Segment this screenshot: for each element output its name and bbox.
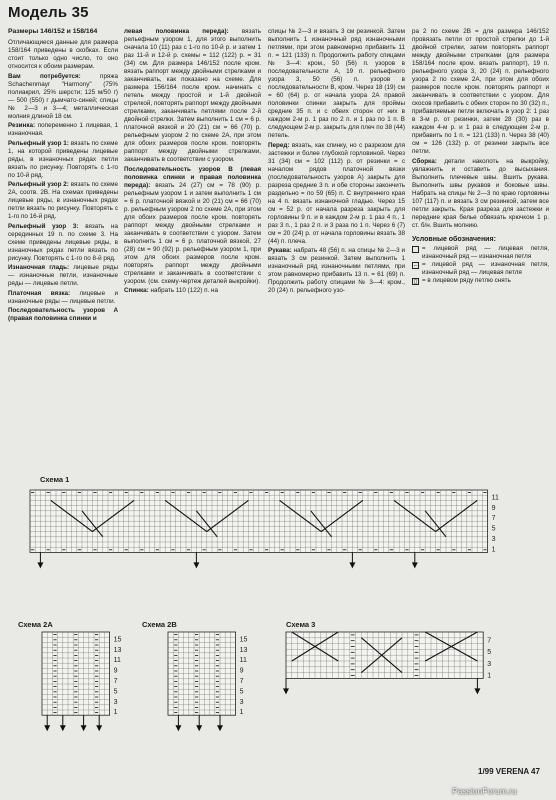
legend-text: = в лицевом ряду петлю снять	[422, 277, 511, 284]
paragraph	[412, 158, 549, 230]
paragraph	[8, 140, 118, 180]
repeat-arrow-head	[283, 688, 289, 694]
repeat-arrow-head	[217, 725, 223, 731]
paragraph-text: пряжа Schachenmayr "Harmony" (75% полиакрил, 25% шерсти; 125 м/50 г) — 500 (550) г дымчато-синей; спицы № 2—3 и 3—4; металлическая молния длиной 18 см.	[8, 72, 118, 120]
paragraph	[268, 247, 405, 295]
paragraph-label: Перед:	[268, 141, 290, 149]
paragraph	[124, 28, 261, 164]
row-number-label: 7	[491, 515, 496, 523]
row-number-label: 13	[239, 646, 248, 654]
repeat-arrow-head	[412, 562, 418, 568]
repeat-arrow-head	[349, 562, 355, 568]
row-number-label: 11	[239, 657, 247, 665]
paragraph-text: вязать, как спинку, но с разрезом для застежки и более глубокой горловиной. Через 31 (34) см = 102 (112) р. от резинки = с началом рядов платочной вязки (последовательность узоров А) закрыть для разреза средние 3 п. и обе стороны закончить раздельно = по 59 (65) п. С внутреннего края на 4 п. вязать изнаночной гладью. Через 15 см = 52 р. от начала разреза закрыть для горловины 9 п. и в каждом 2-м р. 1 раз 4 п., 1 раз 3 п., 1 раз 2 п. и 3 раза по 1 п. Через 6 (7) см = 20 (24) р. от начала горловины вязать 38 (44) п. плеча.	[268, 141, 405, 245]
repeat-arrow-head	[196, 725, 202, 731]
dash-square-icon: –	[413, 263, 418, 269]
slip-stitch-square-icon: ▯	[413, 279, 418, 285]
paragraph-text: вязать 24 (27) см = 78 (90) р. рельефным узором 1 и затем выполнить 1 см = 6 р. платочной вязкой и 20 (21) см = 66 (70) р. рельефным узором 2 по схеме 2А, при этом для обоих размеров после кром. повторять раппорт между двойными стрелками и заканчивать в соответствии с узором. Затем выполнить 1 см = 6 р. платочной вязкой, 27 (28) см = 90 (92) р. рельефным узором 1, при этом для обоих размеров после кром. повторять раппорт между двойными стрелками и заканчивать в соответствии с узором. (см. схему-чертеж деталей выкройки).	[124, 181, 261, 285]
paragraph-text: детали наколоть на выкройку, увлажнить и оставить до высыхания. Выполнить плечевые швы. Вшить рукава. Выполнить швы рукавов и боковые швы. Набрать на спицы № 2—3 по краю горловины 107 (117) п. и вязать 3 см резинкой, затем все петли закрыть. Края разреза для застежки и передние края белье обвязать крючком 1 р. ст. б/н. Вшить молнию.	[412, 157, 549, 229]
row-number-label: 5	[491, 525, 496, 533]
repeat-arrow-head	[96, 725, 102, 731]
repeat-arrow-head	[175, 725, 181, 731]
paragraph-text: вязать по схеме 2А, соотв. 2В. На схемах приведены лицевые ряды, в изнаночных рядах петли вязать по рисунку. Повторять с 1-го по 16-й ряд.	[8, 181, 118, 220]
row-number-label: 1	[487, 672, 492, 680]
repeat-arrow-head	[60, 725, 66, 731]
legend-text: = лицевой ряд — лицевая петля, изнаночный ряд — изнаночная петля	[422, 245, 549, 260]
row-number-label: 11	[491, 494, 499, 502]
paragraph-label: Платочная вязка:	[8, 289, 71, 297]
paragraph: спицы № 2—3 и вязать 3 см резинкой. Затем выполнить 1 изнаночный ряд изнаночными петлями, при этом равномерно прибавить 11 п. = 121 (133) п. Продолжить работу спицами № 3—4: кром., 50 (56) п. узоров в последовательности А, 19 п. рельефного узора 3, 50 (56) п. узоров в последовательности В, кром. Через 18 (19) см = 60 (64) р. от начала узора 2А правой половинки спинки закрыть для проймы средние 35 п. и с обеих сторон от них в каждом 2-м р. 1 раз по 2 п. и 1 раз по 1 п. В следующем 2-м р. закрыть для плеч по 38 (44) петель.	[268, 28, 405, 139]
paragraph-label: Последовательность узоров В (левая половинка спинки и правая половинка переда):	[124, 165, 261, 189]
paragraph-label: Изнаночная гладь:	[8, 264, 70, 271]
paragraph: ра 2 по схеме 2В = для размера 146/152 провязать петли от простой стрелки до 1-й двойной стрелки, затем повторять раппорт между двойными стрелками (для размера 158/164 после кром. вязать раппорт), 19 п. рельефного узора 3, 20 (24) п. рельефного узора 2 по схеме 2А, при этом для обоих размеров после кром. повторять раппорт и заканчивать в соответствии с узором. Для скосов прибавить с обеих сторон по 30 (32) п., прибавляемые петли включать в узор 2: 1 раз в 3-м р. от резинки, затем 28 (30) раз в каждом 4-м р. и 1 раз в следующем 2-м р. прибавить по 1 п. = 121 (133) п. Через 38 (40) см = 126 (132) р. от резинки закрыть все петли.	[412, 28, 549, 155]
row-number-label: 15	[113, 636, 122, 644]
legend-text: = лицевой ряд — изнаночная петля, изнаночный ряд — лицевая петля	[422, 261, 549, 276]
chart-grid	[168, 632, 247, 731]
row-number-label: 11	[113, 657, 121, 665]
row-number-label: 1	[491, 546, 496, 554]
paragraph-label: левая половинка переда):	[124, 28, 229, 35]
paragraph-text: вязать по схеме 1, на которой приведены лицевые ряды, в изнаночных рядах петли вязать по рисунку. Повторять с 1-го по 10-й ряд.	[8, 139, 118, 179]
paragraph-label: Спинка:	[124, 287, 149, 294]
sizes-heading: Размеры 146/152 и 158/164	[8, 28, 98, 35]
paragraph-label: Вам потребуется:	[8, 72, 81, 80]
scheme-1-chart	[30, 490, 500, 580]
paragraph	[8, 73, 118, 121]
paragraph-text: вязать рельефным узором 1, для этого выполнить сначала 10 (11) раз с 1-го по 10-й р. и затем 1 раз 11-й и 12-й р. схемы = 112 (122) р. = 31 (34) см. Для размера 146/152 после кром. вязать раппорт между двойными стрелками и заканчивать, как показано на схеме. Для размера 156/164 после кром. начинать с петель между простой и 1-й двойной стрелкой, повторять раппорт между двойными стрелками, заканчивать петлями после 2-й двойной стрелки. Затем выполнить 1 см = 6 р. платочной вязкой и 20 (21) см = 66 (70) р. рельефным узором 2 по схеме 2А, при этом для обоих размеров после кром. повторять раппорт между двойными стрелками, заканчивать в соответствии с узором.	[124, 28, 261, 163]
page-footer: 1/99 VERENA 47	[478, 767, 540, 776]
paragraph	[124, 287, 261, 295]
legend-item	[412, 277, 549, 285]
paragraph-label: Последовательность узоров А (правая половинка спинки и	[8, 307, 118, 322]
paragraph	[8, 290, 118, 306]
row-number-label: 9	[239, 667, 244, 675]
text-column-1	[8, 28, 118, 468]
legend-item	[412, 245, 549, 261]
legend-title: Условные обозначения:	[412, 235, 496, 243]
scheme-2a-chart	[42, 632, 132, 752]
paragraph	[124, 166, 261, 286]
paragraph	[8, 181, 118, 221]
paragraph-label: Резинка:	[8, 122, 36, 129]
paragraph	[268, 142, 405, 246]
row-number-label: 3	[239, 698, 244, 706]
paragraph	[8, 122, 118, 138]
legend-item	[412, 261, 549, 277]
row-number-label: 7	[239, 678, 244, 685]
row-number-label: 7	[487, 637, 492, 645]
paragraph	[8, 223, 118, 263]
scheme-1-label: Схема 1	[40, 475, 70, 484]
row-number-label: 3	[487, 660, 492, 668]
paragraph-label: Рельефный узор 3:	[8, 222, 79, 230]
paragraph: Отличающиеся данные для размера 158/164 приведены в скобках. Если стоит только одно число, то оно относится к обоим размерам.	[8, 39, 118, 70]
paragraph-text: вязать на серединных 19 п. по схеме 3. На схеме приведены лицевые ряды, в изнаночных рядах петли вязать по рисунку. Повторять с 1-го по 8-й ряд.	[8, 222, 118, 262]
row-number-label: 13	[113, 646, 122, 654]
paragraph-text: лицевые и изнаночные ряды — лицевые петли.	[8, 289, 118, 305]
page-title: Модель 35	[8, 4, 89, 21]
chart-grid	[42, 632, 121, 731]
repeat-arrow-head	[193, 562, 199, 568]
text-column-3	[268, 28, 405, 468]
watermark: PassionForum.ru	[452, 786, 517, 796]
paragraph-label: Сборка:	[412, 157, 437, 165]
paragraph-text: набрать 48 (56) п. на спицы № 2—3 и вязать 3 см резинкой. Затем выполнить 1 изнаночный ряд изнаночными петлями, при этом равномерно прибавить 13 п. = 61 (69) п. Продолжить работу спицами № 3—4: кром., 20 (24) п. рельефного узо-	[268, 247, 405, 294]
text-column-2	[124, 28, 261, 468]
scheme-2a-label: Схема 2А	[18, 620, 53, 629]
paragraph-label: Рукава:	[268, 247, 292, 254]
chart-grid	[30, 490, 499, 568]
repeat-arrow-head	[81, 725, 87, 731]
paragraph-text: лицевые ряды — изнаночные петли, изнаночные ряды — лицевые петли.	[8, 264, 118, 287]
repeat-arrow-head	[37, 562, 43, 568]
row-number-label: 9	[491, 504, 496, 512]
text-column-4	[412, 28, 549, 468]
paragraph-label: Рельефный узор 2:	[8, 181, 69, 188]
row-number-label: 15	[239, 636, 248, 644]
repeat-arrow-head	[474, 688, 480, 694]
row-number-label: 3	[113, 698, 118, 706]
scheme-3-chart	[286, 632, 536, 732]
row-number-label: 1	[239, 709, 244, 717]
chart-grid	[283, 632, 491, 694]
scheme-3-label: Схема 3	[286, 620, 316, 629]
scheme-2b-chart	[168, 632, 258, 752]
row-number-label: 5	[239, 688, 244, 696]
row-number-label: 7	[113, 678, 118, 685]
row-number-label: 3	[491, 536, 496, 543]
paragraph	[8, 307, 118, 323]
row-number-label: 9	[113, 667, 118, 675]
scheme-2b-label: Схема 2В	[142, 620, 177, 629]
row-number-label: 5	[113, 688, 118, 696]
empty-square-icon	[412, 246, 419, 253]
paragraph-label: Рельефный узор 1:	[8, 139, 69, 147]
row-number-label: 5	[487, 649, 492, 657]
repeat-arrow-head	[44, 725, 50, 731]
row-number-label: 1	[113, 709, 118, 717]
paragraph-text: набрать 110 (122) п. на	[150, 287, 219, 294]
paragraph	[8, 264, 118, 288]
paragraph-text: попеременно 1 лицевая, 1 изнаночная.	[8, 122, 118, 137]
